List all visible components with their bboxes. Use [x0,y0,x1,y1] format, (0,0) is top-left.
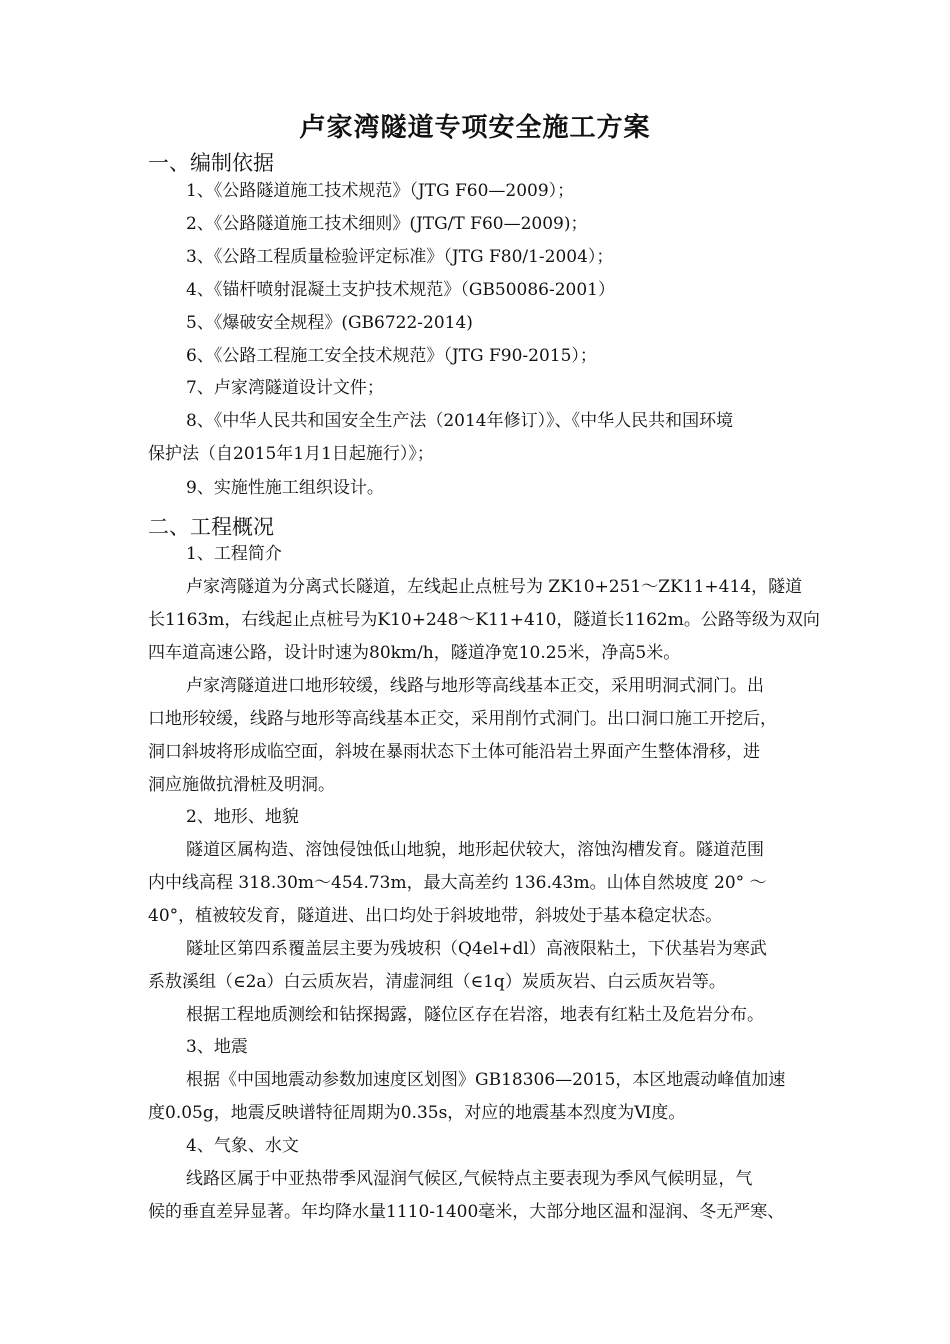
basis-item: 7、卢家湾隧道设计文件； [186,378,384,398]
paragraph-line: 根据工程地质测绘和钻探揭露，隧位区存在岩溶，地表有红粘土及危岩分布。 [186,1005,764,1025]
paragraph-line: 口地形较缓，线路与地形等高线基本正交，采用削竹式洞门。出口洞口施工开挖后， [148,709,777,729]
paragraph-line: 40°，植被较发育，隧道进、出口均处于斜坡地带，斜坡处于基本稳定状态。 [148,906,723,926]
paragraph-line: 候的垂直差异显著。年均降水量1110-1400毫米，大部分地区温和湿润、冬无严寒、 [148,1202,785,1222]
section-heading-overview: 二、工程概况 [148,515,274,539]
paragraph-line: 隧道区属构造、溶蚀侵蚀低山地貌，地形起伏较大，溶蚀沟槽发育。隧道范围 [186,840,764,860]
paragraph-line: 洞应施做抗滑桩及明洞。 [148,775,335,795]
paragraph-line: 隧址区第四系覆盖层主要为残坡积（Q4el+dl）高液限粘土，下伏基岩为寒武 [186,939,767,959]
paragraph-line: 内中线高程 318.30m～454.73m，最大高差约 136.43m。山体自然坡度 20° ～ [148,873,767,893]
basis-item: 4、《锚杆喷射混凝土支护技术规范》（GB50086-2001） [186,280,615,300]
basis-item: 9、实施性施工组织设计。 [186,478,384,498]
subsection-heading: 1、工程简介 [186,544,282,564]
paragraph-line: 长1163m，右线起止点桩号为K10+248～K11+410，隧道长1162m。公路等级为双向 [148,610,820,630]
paragraph-line: 四车道高速公路，设计时速为80km/h，隧道净宽10.25米，净高5米。 [148,643,681,663]
basis-item: 5、《爆破安全规程》(GB6722-2014) [186,313,473,333]
subsection-heading: 2、地形、地貌 [186,807,299,827]
section-heading-basis: 一、编制依据 [148,151,274,175]
paragraph-line: 线路区属于中亚热带季风湿润气候区,气候特点主要表现为季风气候明显，气 [186,1169,753,1189]
basis-item: 8、《中华人民共和国安全生产法（2014年修订）》、《中华人民共和国环境 [186,411,734,431]
paragraph-line: 系敖溪组（∈2a）白云质灰岩，清虚洞组（∈1q）炭质灰岩、白云质灰岩等。 [148,972,726,992]
basis-item: 2、《公路隧道施工技术细则》(JTG/T F60—2009)； [186,214,588,234]
paragraph-line: 卢家湾隧道为分离式长隧道，左线起止点桩号为 ZK10+251～ZK11+414，隧道 [186,577,803,597]
paragraph-line: 洞口斜坡将形成临空面，斜坡在暴雨状态下土体可能沿岩土界面产生整体滑移，进 [148,742,760,762]
paragraph-line: 根据《中国地震动参数加速度区划图》GB18306—2015，本区地震动峰值加速 [186,1070,786,1090]
basis-item: 3、《公路工程质量检验评定标准》（JTG F80/1-2004）； [186,247,614,267]
basis-item: 1、《公路隧道施工技术规范》（JTG F60—2009）； [186,181,575,201]
basis-item: 6、《公路工程施工安全技术规范》（JTG F90-2015）； [186,346,597,366]
subsection-heading: 3、地震 [186,1037,248,1057]
basis-item-continuation: 保护法（自2015年1月1日起施行）》； [148,444,434,464]
paragraph-line: 卢家湾隧道进口地形较缓，线路与地形等高线基本正交，采用明洞式洞门。出 [186,676,764,696]
subsection-heading: 4、气象、水文 [186,1136,299,1156]
document-title: 卢家湾隧道专项安全施工方案 [299,113,651,143]
paragraph-line: 度0.05g，地震反映谱特征周期为0.35s，对应的地震基本烈度为Ⅵ度。 [148,1103,686,1123]
